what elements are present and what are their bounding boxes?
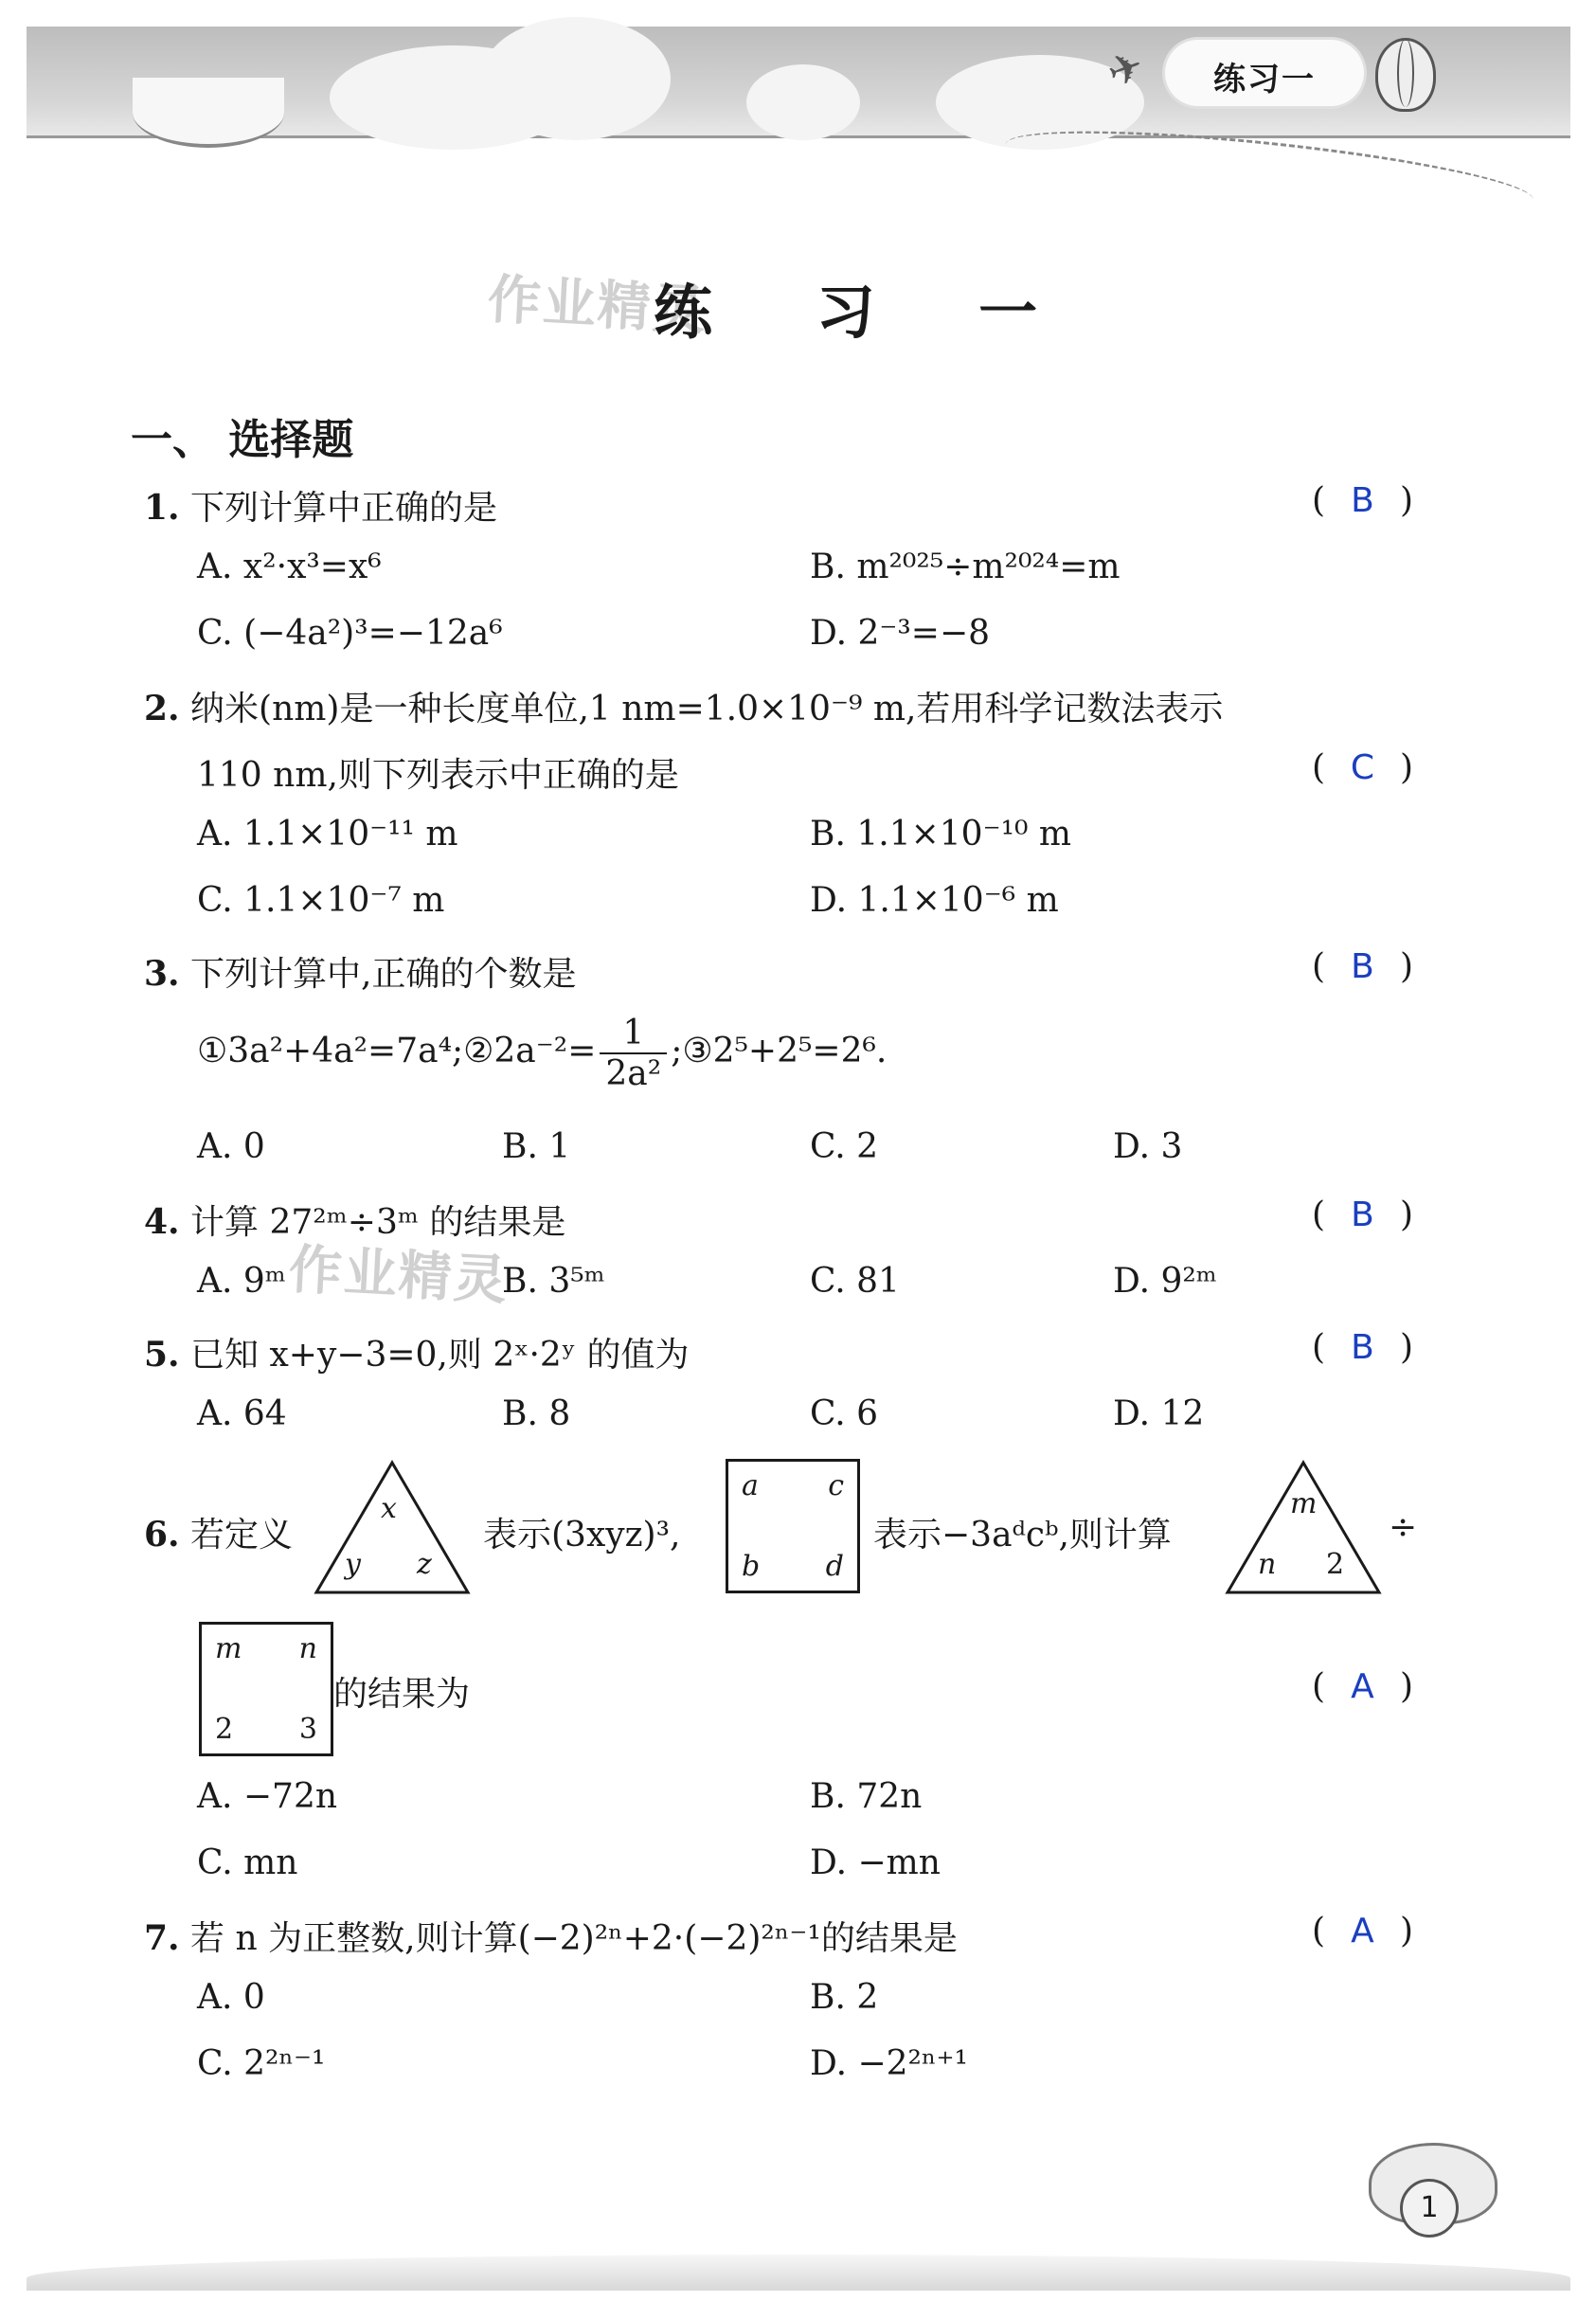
option-7a: A. 0 xyxy=(197,1978,265,2017)
option-1b: B. m²⁰²⁵÷m²⁰²⁴=m xyxy=(810,548,1121,586)
option-2d: D. 1.1×10⁻⁶ m xyxy=(810,881,1059,920)
header-title: 练习一 xyxy=(1213,61,1316,99)
option-3d: D. 3 xyxy=(1113,1127,1183,1166)
question-3: 3. 下列计算中,正确的个数是 xyxy=(144,954,577,994)
triangle-figure-2 xyxy=(1224,1459,1383,1596)
footer-band xyxy=(27,2255,1570,2291)
answer-2: ( C ) xyxy=(1312,748,1413,787)
square-figure-1: a c b d xyxy=(726,1459,860,1593)
answer-6: ( A ) xyxy=(1312,1667,1413,1706)
option-6d: D. −mn xyxy=(810,1843,941,1882)
option-6b: B. 72n xyxy=(810,1777,923,1816)
option-5a: A. 64 xyxy=(197,1394,287,1433)
option-3b: B. 1 xyxy=(502,1127,571,1166)
tri1-left: y xyxy=(345,1548,361,1581)
answer-1: ( B ) xyxy=(1312,481,1413,520)
page-title: 练 习 一 xyxy=(654,278,1080,347)
question-1: 1. 下列计算中正确的是 xyxy=(144,488,498,528)
option-7d: D. −2²ⁿ⁺¹ xyxy=(810,2044,968,2083)
option-2c: C. 1.1×10⁻⁷ m xyxy=(197,881,445,920)
option-6a: A. −72n xyxy=(197,1777,338,1816)
paper-plane-icon: ✈ xyxy=(1101,41,1151,99)
question-7: 7. 若 n 为正整数,则计算(−2)²ⁿ+2·(−2)²ⁿ⁻¹的结果是 xyxy=(144,1918,958,1958)
book-icon xyxy=(133,78,284,148)
option-6c: C. mn xyxy=(197,1843,298,1882)
option-7b: B. 2 xyxy=(810,1978,879,2017)
square-figure-2: m n 2 3 xyxy=(199,1622,333,1756)
question-2-line2: 110 nm,则下列表示中正确的是 xyxy=(197,756,679,795)
question-6-part2: 表示(3xyz)³, xyxy=(483,1516,681,1555)
triangle-figure-1 xyxy=(313,1459,472,1596)
page-number: 1 xyxy=(1400,2179,1459,2238)
divide-sign: ÷ xyxy=(1389,1508,1418,1547)
hot-air-balloon-icon xyxy=(1375,38,1436,112)
option-3a: A. 0 xyxy=(197,1127,265,1166)
section-heading: 一、 选择题 xyxy=(131,416,354,464)
option-1d: D. 2⁻³=−8 xyxy=(810,614,991,653)
watermark: 作业精灵 xyxy=(287,1238,511,1313)
question-5: 5. 已知 x+y−3=0,则 2ˣ·2ʸ 的值为 xyxy=(144,1335,690,1375)
tri2-top: m xyxy=(1290,1487,1318,1520)
answer-3: ( B ) xyxy=(1312,947,1413,986)
question-6: 6. 若定义 xyxy=(144,1515,294,1555)
tri1-right: z xyxy=(417,1548,432,1581)
question-6-part3: 表示−3aᵈcᵇ,则计算 xyxy=(873,1516,1172,1555)
option-4a: A. 9ᵐ xyxy=(197,1262,286,1301)
watermark: 作业精灵 xyxy=(486,268,709,343)
answer-7: ( A ) xyxy=(1312,1912,1413,1950)
option-4c: C. 81 xyxy=(810,1262,900,1301)
option-2b: B. 1.1×10⁻¹⁰ m xyxy=(810,815,1072,854)
option-1a: A. x²·x³=x⁶ xyxy=(197,548,382,586)
question-3-statements: ①3a²+4a²=7a⁴;②2a⁻²= $\frac{1}{\text{2a²}}$ ;③2⁵+2⁵=2⁶. xyxy=(197,1014,888,1093)
tri2-left: n xyxy=(1258,1548,1277,1581)
option-5b: B. 8 xyxy=(502,1394,571,1433)
option-7c: C. 2²ⁿ⁻¹ xyxy=(197,2044,326,2083)
question-2: 2. 纳米(nm)是一种长度单位,1 nm=1.0×10⁻⁹ m,若用科学记数法表示 xyxy=(144,689,1224,728)
option-2a: A. 1.1×10⁻¹¹ m xyxy=(197,815,458,854)
question-6-part5: 的结果为 xyxy=(333,1675,471,1714)
option-4d: D. 9²ᵐ xyxy=(1113,1262,1217,1301)
option-1c: C. (−4a²)³=−12a⁶ xyxy=(197,614,503,653)
tri1-top: x xyxy=(381,1492,397,1525)
answer-5: ( B ) xyxy=(1312,1328,1413,1367)
option-4b: B. 3⁵ᵐ xyxy=(502,1262,605,1301)
answer-4: ( B ) xyxy=(1312,1195,1413,1234)
tri2-right: 2 xyxy=(1326,1548,1345,1581)
option-5d: D. 12 xyxy=(1113,1394,1205,1433)
question-4: 4. 计算 27²ᵐ÷3ᵐ 的结果是 xyxy=(144,1202,566,1242)
option-3c: C. 2 xyxy=(810,1127,879,1166)
option-5c: C. 6 xyxy=(810,1394,879,1433)
fraction: $\frac{1}{\text{2a²}}$ xyxy=(600,1014,667,1093)
